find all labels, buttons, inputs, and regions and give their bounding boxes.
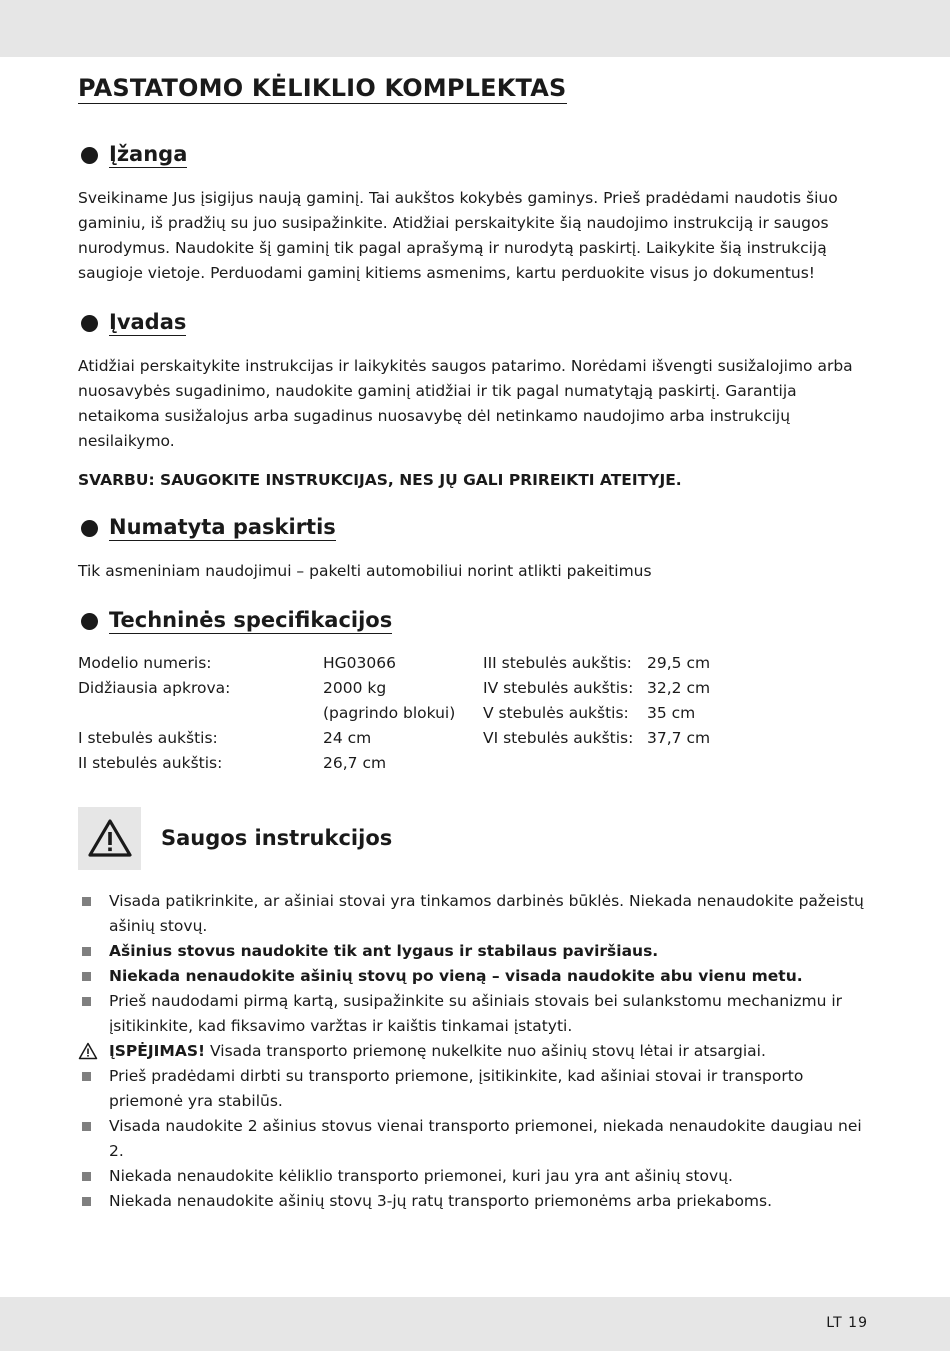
spec-label [483, 751, 647, 776]
section-heading-ivadas [78, 310, 868, 336]
preface-paragraph: Atidžiai perskaitykite instrukcijas ir laikykitės saugos patarimo. Norėdami išvengti susižalojimo arba nuosavybės sugadinimo, naudokite gaminį atidžiai ir tik pagal numatytąją paskirtį. Garantija netaikoma susižalojus arba sugadinus nuosavybę dėl netinkamo naudojimo arba instrukcijų nesilaikymo. [78, 357, 853, 450]
list-item [78, 939, 868, 964]
spec-value: 24 cm [323, 729, 372, 747]
square-bullet-icon [82, 1172, 91, 1181]
section-title: Numatyta paskirtis [109, 515, 336, 539]
list-item [78, 889, 868, 939]
spec-label: III stebulės aukštis: [483, 654, 632, 672]
spec-label: Modelio numeris: [78, 654, 212, 672]
spec-label: VI stebulės aukštis: [483, 729, 634, 747]
footer-band [0, 1297, 950, 1351]
square-bullet-icon [82, 1197, 91, 1206]
safety-heading [78, 806, 868, 870]
heading-bullet-icon [81, 613, 98, 630]
spec-value: 32,2 cm [647, 679, 711, 697]
section-heading-specs [78, 608, 868, 634]
heading-bullet-icon [81, 520, 98, 537]
list-item-text: Visada naudokite 2 ašinius stovus vienai transporto priemonei, niekada nenaudokite daugiau nei 2. [109, 1117, 862, 1160]
list-item-text: Prieš pradėdami dirbti su transporto priemone, įsitikinkite, kad ašiniai stovai ir transporto priemonė yra stabilūs. [109, 1067, 804, 1110]
warning-item [78, 1039, 868, 1064]
spec-value: 2000 kg [323, 679, 387, 697]
heading-bullet-icon [81, 315, 98, 332]
square-bullet-icon [82, 947, 91, 956]
spec-label: II stebulės aukštis: [78, 754, 223, 772]
list-item-text: Niekada nenaudokite kėliklio transporto priemonei, kuri jau yra ant ašinių stovų. [109, 1167, 733, 1185]
list-item-text: Niekada nenaudokite ašinių stovų po vieną – visada naudokite abu vienu metu. [109, 967, 803, 985]
section-heading-izanga [78, 142, 868, 168]
header-band [0, 0, 950, 57]
safety-list [78, 889, 868, 1214]
list-item [78, 964, 868, 989]
list-item-text: Visada transporto priemonę nukelkite nuo ašinių stovų lėtai ir atsargiai. [210, 1042, 766, 1060]
spec-table [78, 651, 868, 776]
spec-value: 35 cm [647, 704, 696, 722]
square-bullet-icon [82, 1122, 91, 1131]
list-item-text: Visada patikrinkite, ar ašiniai stovai yra tinkamos darbinės būklės. Niekada nenaudokite pažeistų ašinių stovų. [109, 892, 864, 935]
list-item [78, 989, 868, 1039]
list-item [78, 1189, 868, 1214]
warning-triangle-icon [78, 1042, 98, 1060]
square-bullet-icon [82, 972, 91, 981]
spec-value: 26,7 cm [323, 754, 387, 772]
intro-paragraph: Sveikiname Jus įsigijus naują gaminį. Tai aukštos kokybės gaminys. Prieš pradėdami naudotis šiuo gaminiu, iš pradžių su juo susipažinkite. Atidžiai perskaitykite šią naudojimo instrukciją ir saugos nurodymus. Naudokite šį gaminį tik pagal aprašymą ir nurodytą paskirtį. Laikykite šią instrukciją saugioje vietoje. Perduodami gaminį kitiems asmenims, kartu perduokite visus jo dokumentus! [78, 189, 838, 282]
list-item [78, 1114, 868, 1164]
important-notice: SVARBU: SAUGOKITE INSTRUKCIJAS, NES JŲ GALI PRIREIKTI ATEITYJE. [78, 471, 682, 489]
square-bullet-icon [82, 897, 91, 906]
square-bullet-icon [82, 997, 91, 1006]
page-number: LT 19 [826, 1315, 868, 1331]
list-item-text: Niekada nenaudokite ašinių stovų 3-jų ratų transporto priemonėms arba priekaboms. [109, 1192, 773, 1210]
section-title: Techninės specifikacijos [109, 608, 393, 632]
safety-title: Saugos instrukcijos [161, 826, 393, 850]
list-item-text: Prieš naudodami pirmą kartą, susipažinkite su ašiniais stovais bei sulankstomu mechanizmu ir įsitikinkite, kad fiksavimo varžtas ir kaištis tinkamai įstatyti. [109, 992, 843, 1035]
list-item [78, 1164, 868, 1189]
spec-value: 37,7 cm [647, 729, 711, 747]
spec-label: V stebulės aukštis: [483, 704, 629, 722]
spec-label [78, 701, 323, 726]
spec-label: I stebulės aukštis: [78, 729, 218, 747]
section-title: Įžanga [109, 142, 188, 166]
warning-triangle-icon [87, 818, 133, 858]
intended-use-paragraph: Tik asmeniniam naudojimui – pakelti automobiliui norint atlikti pakeitimus [78, 562, 652, 580]
spec-value [647, 751, 787, 776]
spec-label: Didžiausia apkrova: [78, 679, 231, 697]
list-item-text: Ašinius stovus naudokite tik ant lygaus ir stabilaus paviršiaus. [109, 942, 659, 960]
spec-value: 29,5 cm [647, 654, 711, 672]
heading-bullet-icon [81, 147, 98, 164]
spec-value: HG03066 [323, 654, 396, 672]
square-bullet-icon [82, 1072, 91, 1081]
warning-label: ĮSPĖJIMAS! [109, 1042, 206, 1060]
spec-value: (pagrindo blokui) [323, 704, 456, 722]
spec-label: IV stebulės aukštis: [483, 679, 634, 697]
document-title: PASTATOMO KĖLIKLIO KOMPLEKTAS [78, 74, 567, 102]
warning-tile [78, 807, 141, 870]
section-heading-paskirtis [78, 515, 868, 541]
list-item [78, 1064, 868, 1114]
section-title: Įvadas [109, 310, 187, 334]
document-body [78, 74, 868, 1214]
